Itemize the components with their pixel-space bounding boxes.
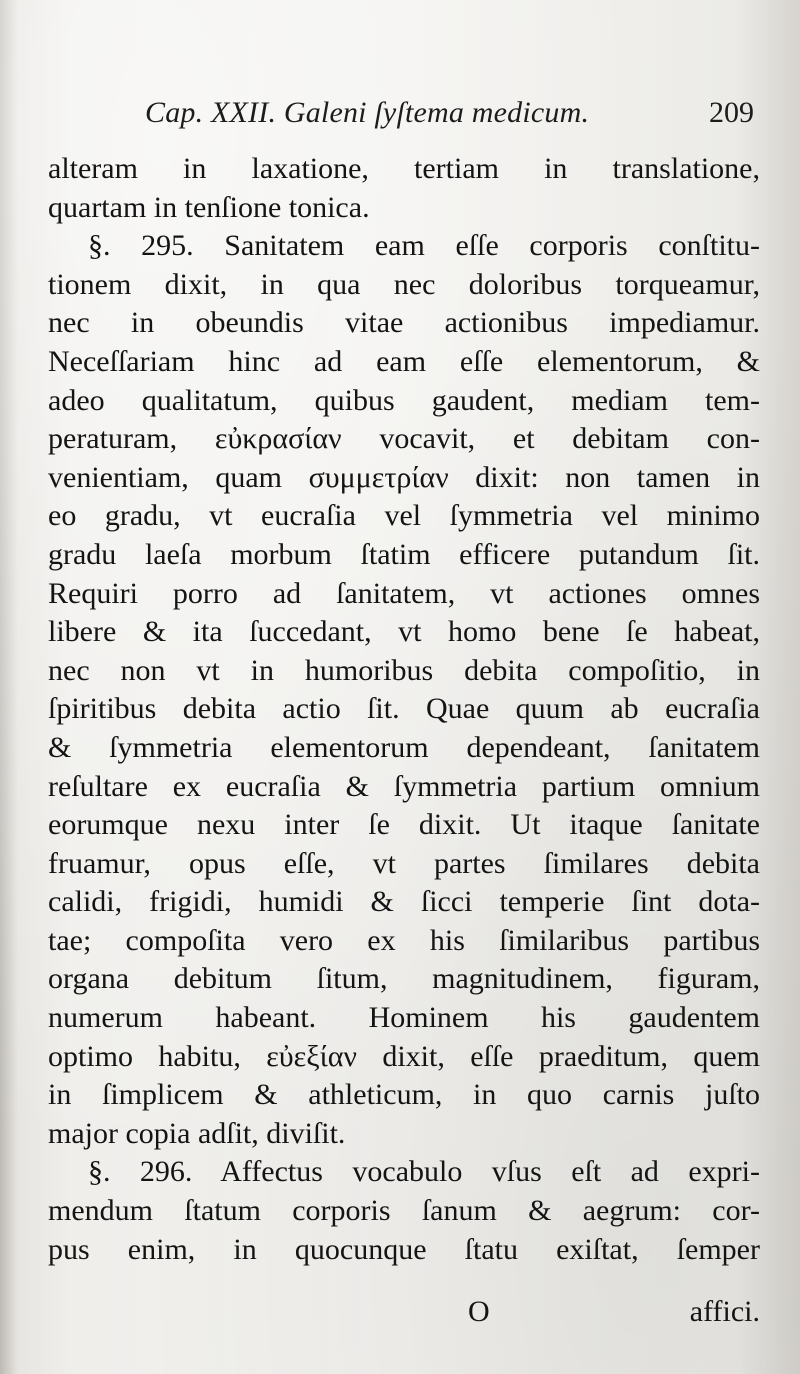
section-296-start: §. 296. Affectus vocabulo vſus eſt ad expri-: [88, 1155, 760, 1189]
catchword: affici.: [689, 1295, 760, 1328]
signature-mark: O: [468, 1295, 490, 1328]
text-line: quartam in tenſione tonica.: [48, 190, 370, 224]
page-footer: [48, 1295, 760, 1335]
text-line: libere & ita ſuccedant, vt homo bene ſe habeat,: [48, 615, 760, 649]
text-line: fruamur, opus eſſe, vt partes ſimilares debita: [48, 846, 760, 880]
text-line: Neceſſariam hinc ad eam eſſe elementorum, &: [48, 344, 760, 378]
text-line: gradu laeſa morbum ſtatim efficere putandum ſit.: [48, 537, 760, 571]
text-line: ſpiritibus debita actio ſit. Quae quum ab eucraſia: [48, 692, 760, 726]
text-line: organa debitum ſitum, magnitudinem, figuram,: [48, 962, 760, 996]
text-line: adeo qualitatum, quibus gaudent, mediam tem-: [48, 383, 760, 417]
text-line: Requiri porro ad ſanitatem, vt actiones omnes: [48, 576, 760, 610]
body-text: [48, 150, 760, 1269]
text-line: nec non vt in humoribus debita compoſitio, in: [48, 653, 760, 687]
text-line: alteram in laxatione, tertiam in translatione,: [48, 152, 760, 185]
text-line: nec in obeundis vitae actionibus impediamur.: [48, 306, 760, 340]
text-line: eorumque nexu inter ſe dixit. Ut itaque ſanitate: [48, 808, 760, 842]
text-line: & ſymmetria elementorum dependeant, ſanitatem: [48, 730, 760, 764]
section-295-start: §. 295. Sanitatem eam eſſe corporis conſtitu-: [88, 229, 760, 263]
page-header: [0, 96, 800, 136]
text-line: tae; compoſita vero ex his ſimilaribus partibus: [48, 923, 760, 957]
text-line: calidi, frigidi, humidi & ſicci temperie ſint dota-: [48, 885, 760, 919]
page-number: 209: [709, 96, 754, 129]
text-line: peraturam, εὐκρασίαν vocavit, et debitam con-: [48, 422, 760, 456]
text-line: numerum habeant. Hominem his gaudentem: [48, 1001, 760, 1035]
text-line: eo gradu, vt eucraſia vel ſymmetria vel minimo: [48, 499, 760, 533]
text-line: mendum ſtatum corporis ſanum & aegrum: cor-: [48, 1194, 760, 1228]
running-head: Cap. XXII. Galeni ſyſtema medicum.: [145, 96, 590, 129]
text-line: venientiam, quam συμμετρίαν dixit: non tamen in: [48, 460, 760, 494]
text-line: pus enim, in quocunque ſtatu exiſtat, ſemper: [48, 1232, 760, 1266]
text-line: in ſimplicem & athleticum, in quo carnis juſto: [48, 1078, 760, 1112]
text-line: tionem dixit, in qua nec doloribus torqueamur,: [48, 267, 760, 301]
text-line: optimo habitu, εὐεξίαν dixit, eſſe praeditum, quem: [48, 1039, 760, 1073]
text-line: major copia adſit, diviſit.: [48, 1116, 346, 1150]
text-line: reſultare ex eucraſia & ſymmetria partium omnium: [48, 769, 760, 803]
